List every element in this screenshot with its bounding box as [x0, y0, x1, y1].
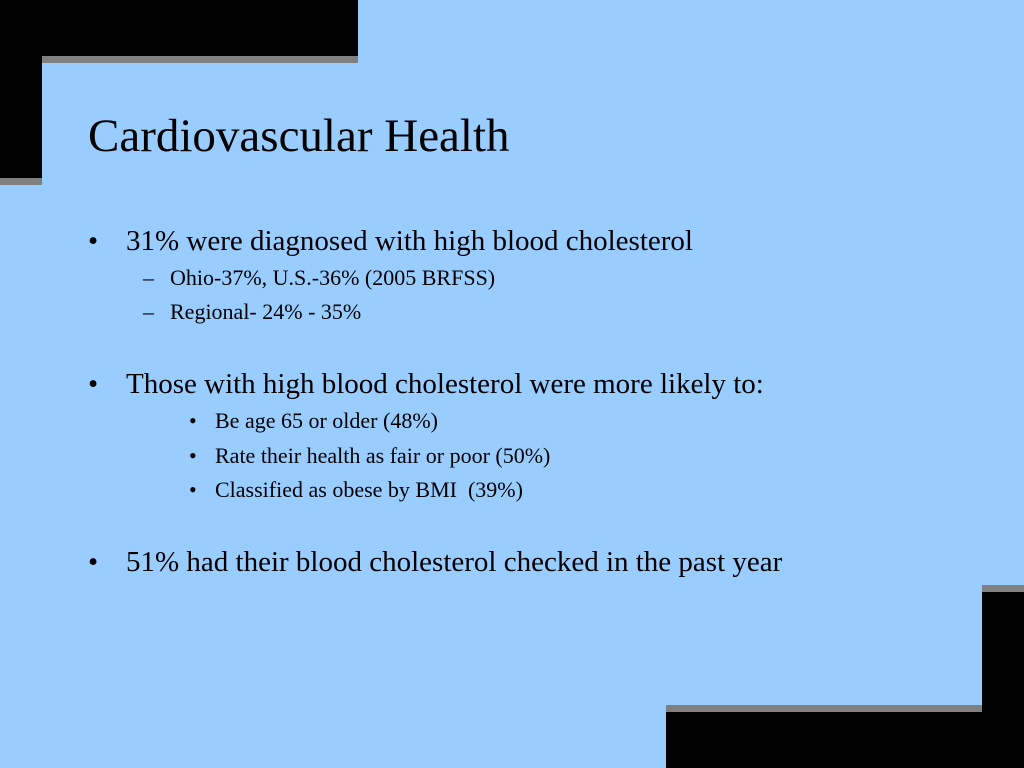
corner-block-top-left: [0, 0, 358, 56]
sub-bullet-item: [189, 476, 523, 504]
bullet-item: [88, 545, 783, 579]
sub-bullet-text: Rate their health as fair or poor (50%): [215, 443, 551, 468]
bullet-text: 51% had their blood cholesterol checked in the past year: [126, 546, 783, 578]
corner-block-top-left-side: [0, 0, 42, 178]
sub-bullet-item: [143, 264, 496, 292]
corner-shadow-bottom-right-side: [982, 585, 1024, 592]
dot-marker: •: [189, 408, 197, 433]
sub-bullet-text: Be age 65 or older (48%): [215, 408, 438, 433]
bullet-text: 31% were diagnosed with high blood cholesterol: [126, 225, 693, 257]
bullet-item: [88, 367, 764, 401]
dash-marker: –: [143, 299, 154, 324]
sub-bullet-item: [189, 442, 551, 470]
bullet-text: Those with high blood cholesterol were more likely to:: [126, 368, 764, 400]
sub-bullet-item: [143, 298, 362, 326]
sub-bullet-text: Regional- 24% - 35%: [170, 299, 362, 324]
bullet-marker: •: [88, 225, 99, 257]
corner-shadow-top-left: [42, 56, 358, 63]
slide-title: Cardiovascular Health: [88, 110, 510, 162]
sub-bullet-item: [189, 407, 438, 435]
dash-marker: –: [143, 265, 154, 290]
corner-shadow-bottom-right: [666, 705, 982, 712]
sub-bullet-text: Ohio-37%, U.S.-36% (2005 BRFSS): [170, 265, 496, 290]
corner-shadow-top-left-side: [0, 178, 42, 185]
bullet-item: [88, 224, 693, 258]
bullet-marker: •: [88, 368, 99, 400]
dot-marker: •: [189, 477, 197, 502]
bullet-marker: •: [88, 546, 99, 578]
dot-marker: •: [189, 443, 197, 468]
sub-bullet-text: Classified as obese by BMI (39%): [215, 477, 523, 502]
corner-block-bottom-right: [666, 712, 1024, 768]
